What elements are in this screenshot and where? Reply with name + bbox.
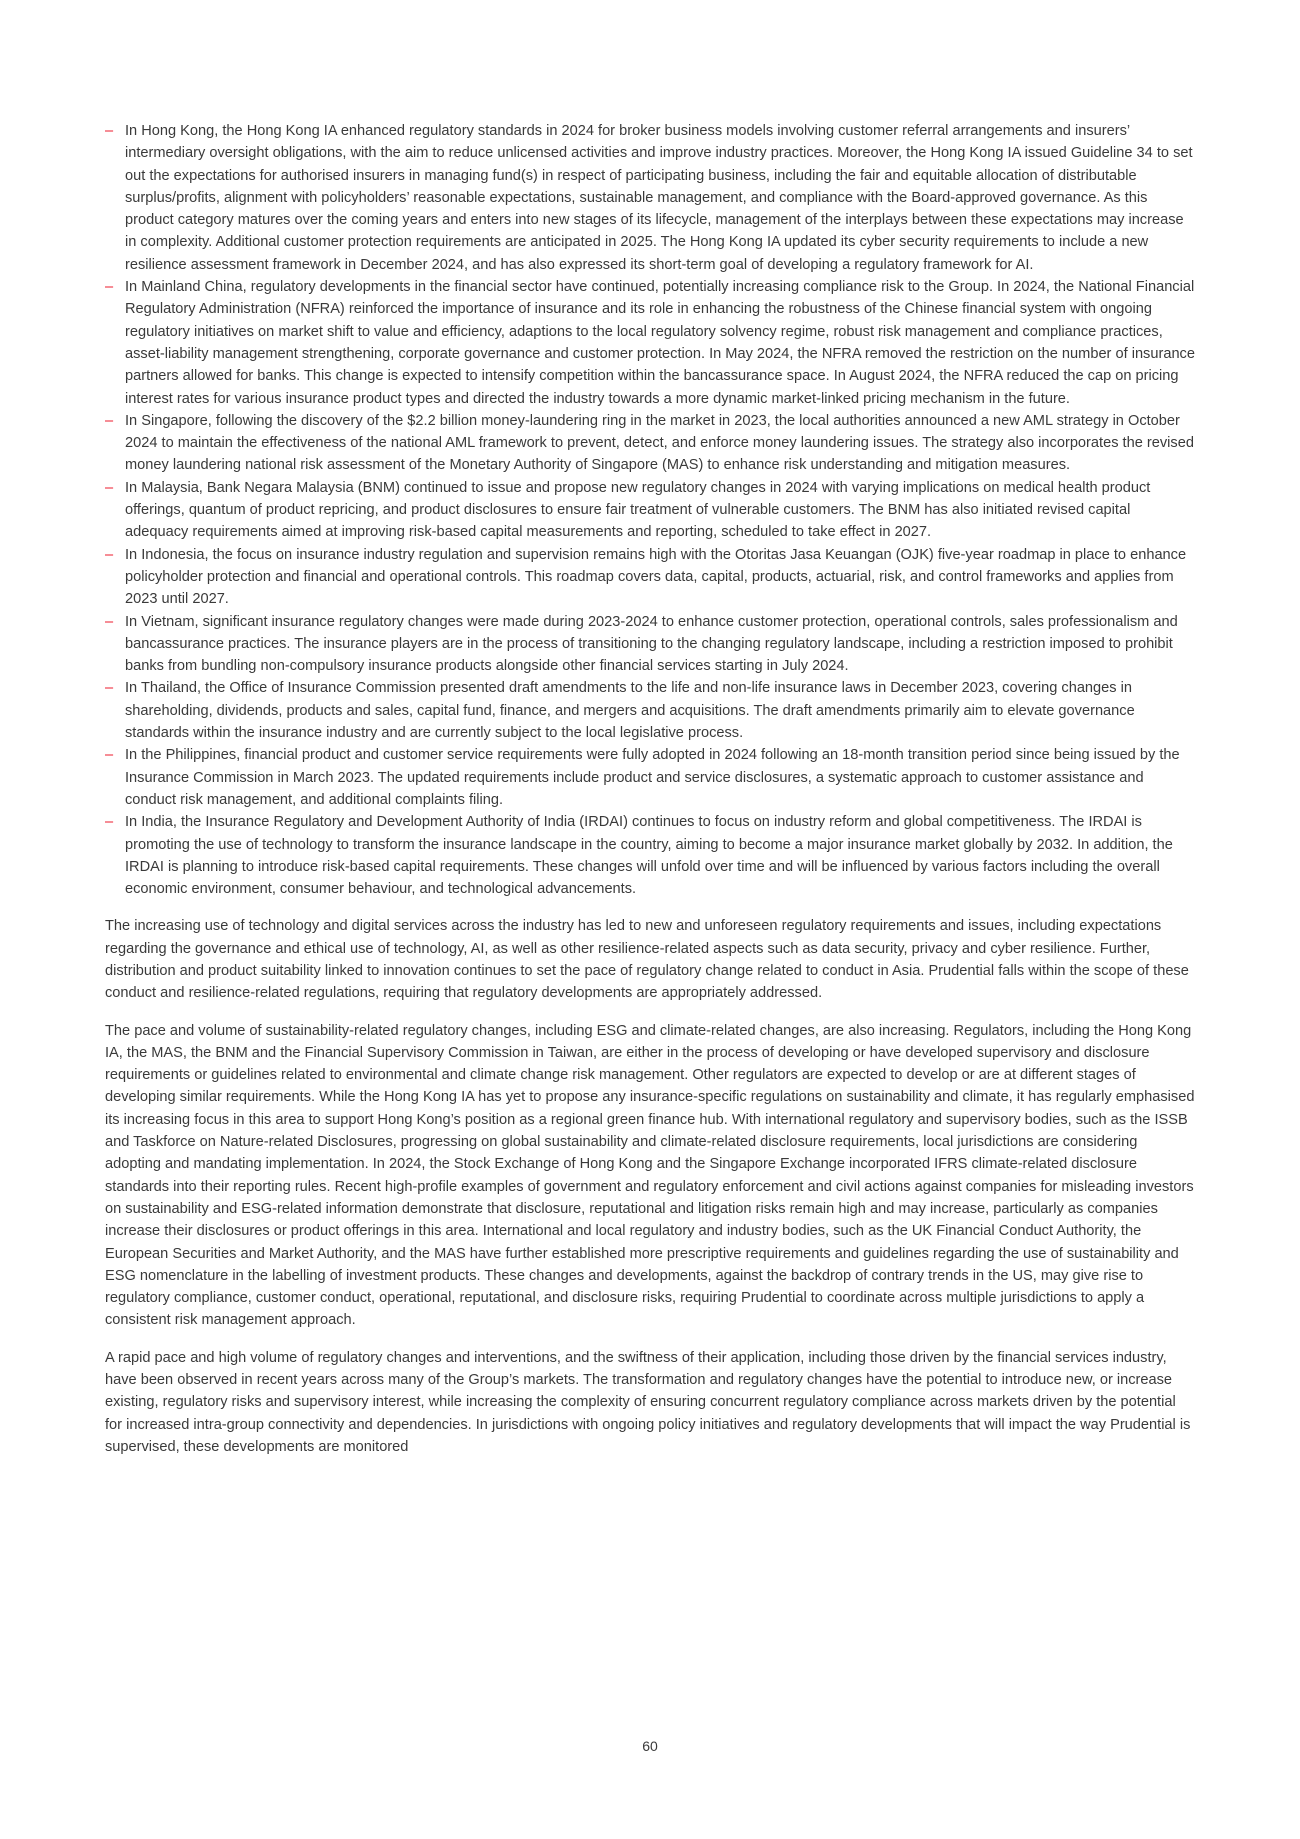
list-item-text: In the Philippines, financial product and customer service requirements were fully adopted in 2024 following an 18-month transition period since being issued by the Insurance Commission in March 2023. The updated requirements include product and service disclosures, a systematic approach to customer assistance and conduct risk management, and additional complaints filing. — [125, 747, 1180, 808]
bullet-dash: – — [105, 279, 114, 296]
list-item-text: In Vietnam, significant insurance regulatory changes were made during 2023-2024 to enhance customer protection, operational controls, sales professionalism and bancassurance practices. The insurance players are in the process of transitioning to the changing regulatory landscape, including a restriction imposed to prohibit banks from bundling non-compulsory insurance products alongside other financial services starting in July 2024. — [125, 613, 1178, 675]
bullet-dash: – — [105, 814, 114, 831]
list-item-text: In Indonesia, the focus on insurance industry regulation and supervision remains high with the Otoritas Jasa Keuangan (OJK) five-year roadmap in place to enhance policyholder protection and financial and operational controls. This roadmap covers data, capital, products, actuarial, risk, and control frameworks and applies from 2023 until 2027. — [125, 546, 1187, 608]
bullet-dash: – — [105, 123, 114, 139]
list-item-india — [105, 811, 1195, 900]
list-item-thailand — [105, 677, 1195, 744]
regulatory-developments-list — [105, 120, 1195, 900]
list-item-malaysia — [105, 477, 1195, 544]
bullet-dash: – — [105, 546, 114, 563]
list-item-hong-kong — [105, 120, 1195, 276]
list-item-philippines — [105, 744, 1195, 811]
list-item-text: In Singapore, following the discovery of the $2.2 billion money-laundering ring in the market in 2023, the local authorities announced a new AML strategy in October 2024 to maintain the effectiveness of the national AML framework to prevent, detect, and enforce money laundering issues. The strategy also incorporates the revised money laundering national risk assessment of the Monetary Authority of Singapore (MAS) to enhance risk understanding and mitigation measures. — [125, 412, 1194, 474]
list-item-indonesia — [105, 544, 1195, 611]
list-item-mainland-china — [105, 276, 1195, 410]
page-content — [105, 120, 1195, 1458]
list-item-text: In Thailand, the Office of Insurance Commission presented draft amendments to the life and non-life insurance laws in December 2023, covering changes in shareholding, dividends, products and sales, capital fund, finance, and mergers and acquisitions. The draft amendments primarily aim to elevate governance standards within the insurance industry and are currently subject to the local legislative process. — [125, 680, 1135, 742]
list-item-text: In Mainland China, regulatory developments in the financial sector have continued, potentially increasing compliance risk to the Group. In 2024, the National Financial Regulatory Administration (NFRA) reinforced the importance of insurance and its role in enhancing the robustness of the Chinese financial system with ongoing regulatory initiatives on market shift to value and efficiency, adaptions to the local regulatory solvency regime, robust risk management and compliance practices, asset-liability management strengthening, corporate governance and customer protection. In May 2024, the NFRA removed the restriction on the number of insurance partners allowed for banks. This change is expected to intensify competition within the bancassurance space. In August 2024, the NFRA reduced the cap on pricing interest rates for various insurance product types and directed the industry towards a more dynamic market-linked pricing mechanism in the future. — [125, 279, 1195, 407]
bullet-dash: – — [105, 680, 114, 697]
bullet-dash: – — [105, 747, 114, 764]
list-item-vietnam — [105, 611, 1195, 678]
list-item-text: In Malaysia, Bank Negara Malaysia (BNM) continued to issue and propose new regulatory changes in 2024 with varying implications on medical health product offerings, quantum of product repricing, and product disclosures to ensure fair treatment of vulnerable customers. The BNM has also initiated revised capital adequacy requirements aimed at improving risk-based capital measurements and reporting, scheduled to take effect in 2027. — [125, 479, 1151, 541]
list-item-singapore — [105, 410, 1195, 477]
bullet-dash: – — [105, 479, 114, 496]
list-item-text: In India, the Insurance Regulatory and Development Authority of India (IRDAI) continues to focus on industry reform and global competitiveness. The IRDAI is promoting the use of technology to transform the insurance landscape in the country, aiming to become a major insurance market globally by 2032. In addition, the IRDAI is planning to introduce risk-based capital requirements. These changes will unfold over time and will be influenced by various factors including the overall economic environment, consumer behaviour, and technological advancements. — [125, 814, 1173, 898]
page-number: 60 — [642, 1738, 658, 1754]
bullet-dash: – — [105, 613, 114, 630]
paragraph-technology: The increasing use of technology and digital services across the industry has led to new and unforeseen regulatory requirements and issues, including expectations regarding the governance and ethical use of technology, AI, as well as other resilience-related aspects such as data security, privacy and cyber resilience. Further, distribution and product suitability linked to innovation continues to set the pace of regulatory change related to conduct in Asia. Prudential falls within the scope of these conduct and resilience-related regulations, requiring that regulatory developments are appropriately addressed. — [105, 918, 1189, 1002]
paragraph-sustainability: The pace and volume of sustainability-related regulatory changes, including ESG and climate-related changes, are also increasing. Regulators, including the Hong Kong IA, the MAS, the BNM and the Financial Supervisory Commission in Taiwan, are either in the process of developing or have developed supervisory and disclosure requirements or guidelines related to environmental and climate change risk management. Other regulators are expected to develop or are at different stages of developing similar requirements. While the Hong Kong IA has yet to propose any insurance-specific regulations on sustainability and climate, it has regularly emphasised its increasing focus in this area to support Hong Kong’s position as a regional green finance hub. With international regulatory and supervisory bodies, such as the ISSB and Taskforce on Nature-related Disclosures, progressing on global sustainability and climate-related disclosure requirements, local jurisdictions are considering adopting and mandating implementation. In 2024, the Stock Exchange of Hong Kong and the Singapore Exchange incorporated IFRS climate-related disclosure standards into their reporting rules. Recent high-profile examples of government and regulatory enforcement and civil actions against companies for misleading investors on sustainability and ESG-related information demonstrate that disclosure, reputational and litigation risks remain high and may increase, particularly as companies increase their disclosures or product offerings in this area. International and local regulatory and industry bodies, such as the UK Financial Conduct Authority, the European Securities and Market Authority, and the MAS have further established more prescriptive requirements and guidelines regarding the use of sustainability and ESG nomenclature in the labelling of investment products. These changes and developments, against the backdrop of contrary trends in the US, may give rise to regulatory compliance, customer conduct, operational, reputational, and disclosure risks, requiring Prudential to coordinate across multiple jurisdictions to apply a consistent risk management approach. — [105, 1022, 1195, 1329]
list-item-text: In Hong Kong, the Hong Kong IA enhanced regulatory standards in 2024 for broker business models involving customer referral arrangements and insurers’ intermediary oversight obligations, with the aim to reduce unlicensed activities and improve industry practices. Moreover, the Hong Kong IA issued Guideline 34 to set out the expectations for authorised insurers in managing fund(s) in respect of participating business, including the fair and equitable allocation of distributable surplus/profits, alignment with policyholders’ reasonable expectations, sustainable management, and compliance with the Board-approved governance. As this product category matures over the coming years and enters into new stages of its lifecycle, management of the interplays between these expectations may increase in complexity. Additional customer protection requirements are anticipated in 2025. The Hong Kong IA updated its cyber security requirements to include a new resilience assessment framework in December 2024, and has also expressed its short-term goal of developing a regulatory framework for AI. — [125, 123, 1193, 273]
paragraph-regulatory-pace: A rapid pace and high volume of regulatory changes and interventions, and the swiftness of their application, including those driven by the financial services industry, have been observed in recent years across many of the Group’s markets. The transformation and regulatory changes have the potential to introduce new, or increase existing, regulatory risks and supervisory interest, while increasing the complexity of ensuring concurrent regulatory compliance across markets driven by the potential for increased intra-group connectivity and dependencies. In jurisdictions with ongoing policy initiatives and regulatory developments that will impact the way Prudential is supervised, these developments are monitored — [105, 1349, 1191, 1455]
bullet-dash: – — [105, 412, 114, 429]
